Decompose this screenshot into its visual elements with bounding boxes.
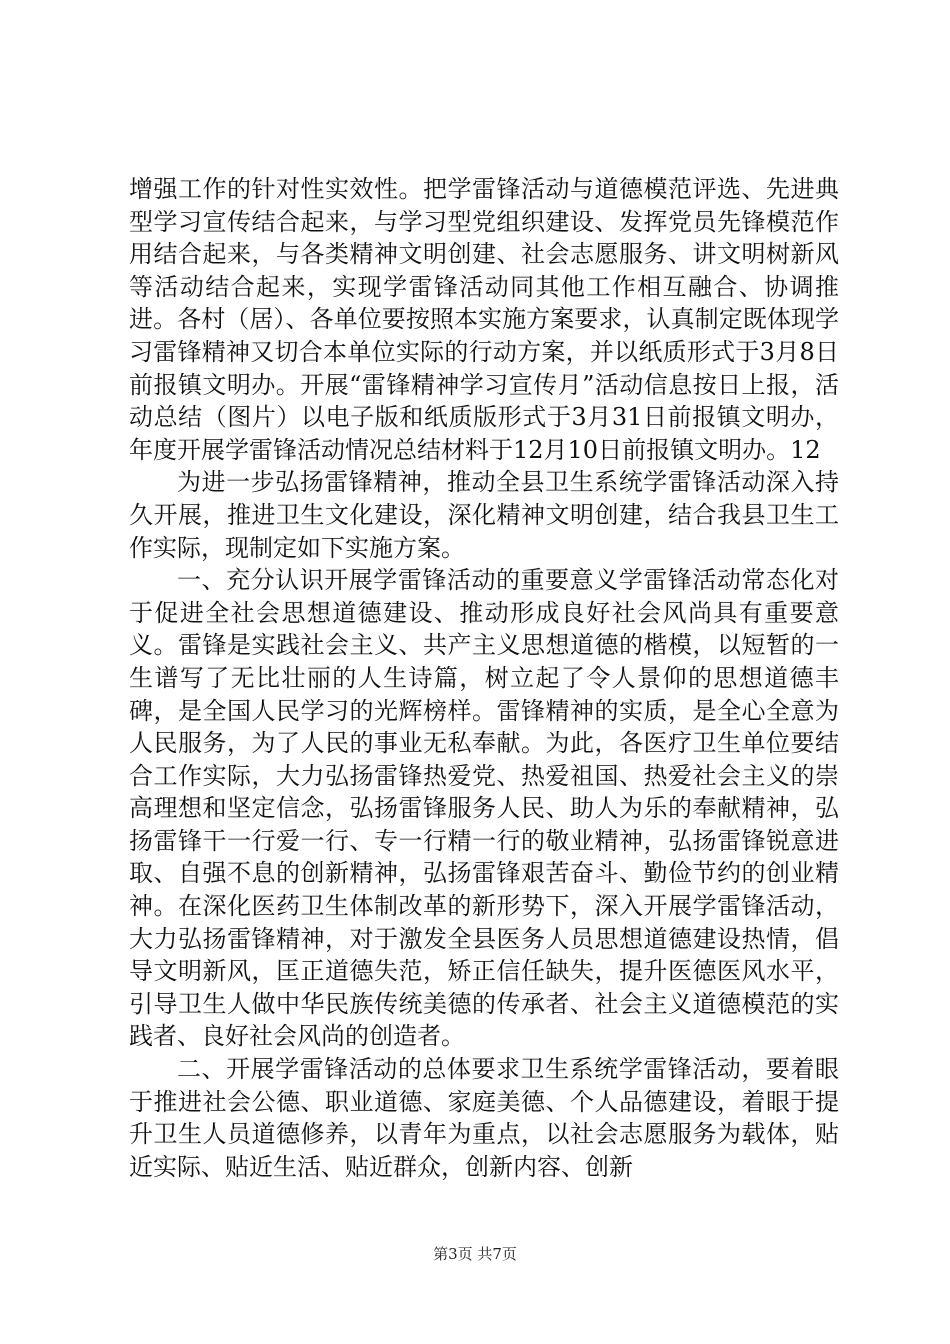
page-number-footer: 第3页 共7页 [433,1245,517,1263]
paragraph-section-one: 一、充分认识开展学雷锋活动的重要意义学雷锋活动常态化对于促进全社会思想道德建设、推动形成良好社会风尚具有重要意义。雷锋是实践社会主义、共产主义思想道德的楷模，以短暂的一生谱写了无比壮丽的人生诗篇，树立起了令人景仰的思想道德丰碑，是全国人民学习的光辉榜样。雷锋精神的实质，是全心全意为人民服务，为了人民的事业无私奉献。为此，各医疗卫生单位要结合工作实际，大力弘扬雷锋热爱党、热爱祖国、热爱社会主义的崇高理想和坚定信念，弘扬雷锋服务人民、助人为乐的奉献精神，弘扬雷锋干一行爱一行、专一行精一行的敬业精神，弘扬雷锋锐意进取、自强不息的创新精神，弘扬雷锋艰苦奋斗、勤俭节约的创业精神。在深化医药卫生体制改革的新形势下，深入开展学雷锋活动，大力弘扬雷锋精神，对于激发全县医务人员思想道德建设热情，倡导文明新风，匡正道德失范，矫正信任缺失，提升医德医风水平，引导卫生人做中华民族传统美德的传承者、社会主义道德模范的实践者、良好社会风尚的创造者。 [129,566,839,1051]
paragraph-section-two: 二、开展学雷锋活动的总体要求卫生系统学雷锋活动，要着眼于推进社会公德、职业道德、家庭美德、个人品德建设，着眼于提升卫生人员道德修养，以青年为重点，以社会志愿服务为载体，贴近实际、贴近生活、贴近群众，创新内容、创新 [129,1055,839,1181]
paragraph-continuation: 增强工作的针对性实效性。把学雷锋活动与道德模范评选、先进典型学习宣传结合起来，与学习型党组织建设、发挥党员先锋模范作用结合起来，与各类精神文明创建、社会志愿服务、讲文明树新风等活动结合起来，实现学雷锋活动同其他工作相互融合、协调推进。各村（居）、各单位要按照本实施方案要求，认真制定既体现学习雷锋精神又切合本单位实际的行动方案，并以纸质形式于3月8日前报镇文明办。开展“雷锋精神学习宣传月”活动信息按日上报，活动总结（图片）以电子版和纸质版形式于3月31日前报镇文明办，年度开展学雷锋活动情况总结材料于12月10日前报镇文明办。12 [129,175,839,464]
paragraph-intro: 为进一步弘扬雷锋精神，推动全县卫生系统学雷锋活动深入持久开展，推进卫生文化建设，深化精神文明创建，结合我县卫生工作实际，现制定如下实施方案。 [129,468,839,562]
document-body [129,173,839,1183]
